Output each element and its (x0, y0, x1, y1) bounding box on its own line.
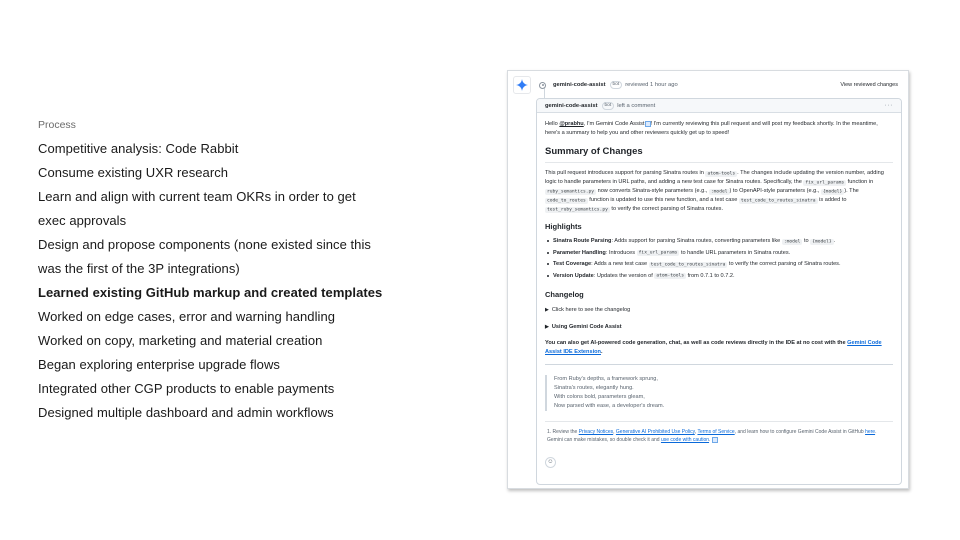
use-code-with-caution-link[interactable]: use code with caution (660, 437, 710, 443)
poem-line: From Ruby's depths, a framework sprung, (554, 376, 658, 382)
smiley-icon[interactable]: ☺ (545, 457, 556, 468)
process-item: Design and propose components (none existed since this (38, 237, 371, 252)
code-span: atom-tools (707, 171, 736, 176)
highlights-heading: Highlights (545, 222, 582, 231)
highlight-item: Parameter Handling: Introduces fix_url_params to handle URL parameters in Sinatra routes. (553, 248, 893, 260)
poem-line: Now parsed with ease, a developer's dream. (554, 403, 665, 409)
review-header (539, 79, 898, 91)
eye-icon (539, 82, 546, 89)
configure-here-link[interactable]: here (865, 429, 876, 435)
process-item: Designed multiple dashboard and admin workflows (38, 405, 334, 420)
process-list (38, 137, 398, 425)
greeting-paragraph: Hello @prabhu, I'm Gemini Code Assist ! I'm currently reviewing this pull request and will post my feedback shortly. In the meantime, here's a summary to help you and other reviewers quickly get up to speed! (545, 121, 878, 136)
process-item: Integrated other CGP products to enable payments (38, 381, 335, 396)
more-options-icon[interactable]: ··· (884, 102, 893, 109)
highlight-item: Test Coverage: Adds a new test case test_code_to_routes_sinatra to verify the correct parsing of Sinatra routes. (553, 259, 893, 271)
comment-action: left a comment (617, 102, 656, 109)
process-section (38, 117, 398, 425)
review-author[interactable]: gemini-code-assist (553, 82, 606, 88)
comment-body (537, 113, 901, 468)
process-item: Worked on copy, marketing and material creation (38, 333, 323, 348)
terms-of-service-link[interactable]: Terms of Service (697, 429, 735, 435)
using-gemini-toggle[interactable]: ▶ Using Gemini Code Assist (545, 324, 622, 330)
highlight-item: Version Update: Updates the version of atom-tools from 0.7.1 to 0.7.2. (553, 271, 893, 283)
footnote: 1. Review the Privacy Notices, Generative AI Prohibited Use Policy, Terms of Service, and learn how to configure Gemini Code Assist in GitHub here. Gemini can make mistakes, so double check it and use code with caution. (547, 429, 877, 443)
back-to-reference-icon[interactable] (712, 437, 718, 443)
highlight-item: Sinatra Route Parsing: Adds support for parsing Sinatra routes, converting parameters like :model to {model} . (553, 236, 893, 248)
gemini-sparkle-icon (516, 79, 528, 91)
process-item: Worked on edge cases, error and warning handling (38, 309, 336, 324)
poem-line: With colons bold, parameters gleam, (554, 394, 645, 400)
bot-badge: bot (610, 81, 623, 89)
divider (545, 364, 893, 365)
changelog-heading: Changelog (545, 290, 584, 299)
user-mention[interactable]: @prabhu (559, 121, 584, 127)
process-item: Competitive analysis: Code Rabbit (38, 141, 239, 156)
process-item: Learn and align with current team OKRs in order to get (38, 189, 356, 204)
comment-author[interactable]: gemini-code-assist (545, 102, 598, 109)
privacy-notices-link[interactable]: Privacy Notices (578, 429, 614, 435)
ide-extension-link[interactable]: Gemini Code Assist IDE Extension (545, 340, 882, 355)
disclosure-triangle-icon: ▶ (545, 307, 549, 313)
process-item: was the first of the 3P integrations) (38, 261, 240, 276)
code-span: :model (710, 189, 728, 194)
changelog-toggle[interactable]: ▶ Click here to see the changelog (545, 307, 631, 313)
summary-heading: Summary of Changes (545, 146, 893, 163)
poem-line: Sinatra's routes, elegantly hung. (554, 385, 634, 391)
prohibited-use-policy-link[interactable]: Generative AI Prohibited Use Policy (615, 429, 695, 435)
gemini-avatar[interactable] (513, 76, 531, 94)
github-review-screenshot (507, 70, 909, 489)
review-action: reviewed 1 hour ago (625, 82, 678, 88)
section-label: Process (38, 119, 76, 131)
poem-blockquote (545, 375, 893, 411)
code-span: test_code_to_routes_sinatra (740, 198, 816, 203)
review-comment (536, 98, 902, 485)
code-span: test_ruby_semantics.py (547, 207, 608, 212)
process-item: Began exploring enterprise upgrade flows (38, 357, 280, 372)
view-reviewed-changes-link[interactable]: View reviewed changes (840, 82, 898, 88)
bot-badge: bot (602, 102, 615, 110)
code-span: {model} (822, 189, 843, 194)
process-item: Consume existing UXR research (38, 165, 229, 180)
process-item-highlighted: Learned existing GitHub markup and created templates (38, 285, 383, 300)
highlights-list (545, 236, 893, 282)
code-span: code_to_routes (547, 198, 586, 203)
divider (545, 421, 893, 422)
comment-header (537, 99, 901, 113)
summary-paragraph: This pull request introduces support for parsing Sinatra routes in atom-tools . The changes include updating the version number, adding logic to handle parameters in URL paths, and adding a new test case for Sinatra routes. Specifically, the fix_url_params function in ruby_semantics.py now converts Sinatra-style parameters (e.g., :model ) to OpenAPI-style parameters (e.g., {model} ). The code_to_routes function is updated to use this new function, and a test case test_code_to_routes_sinatra is added to test_ruby_semantics.py to verify the correct parsing of Sinatra routes. (545, 170, 884, 212)
code-span: ruby_semantics.py (547, 189, 595, 194)
ide-extension-paragraph: You can also get AI-powered code generation, chat, as well as code reviews directly in the IDE at no cost with the Gemini Code Assist IDE Extension. (545, 340, 882, 355)
process-item: exec approvals (38, 213, 127, 228)
code-span: fix_url_params (805, 180, 845, 185)
disclosure-triangle-icon: ▶ (545, 324, 549, 330)
